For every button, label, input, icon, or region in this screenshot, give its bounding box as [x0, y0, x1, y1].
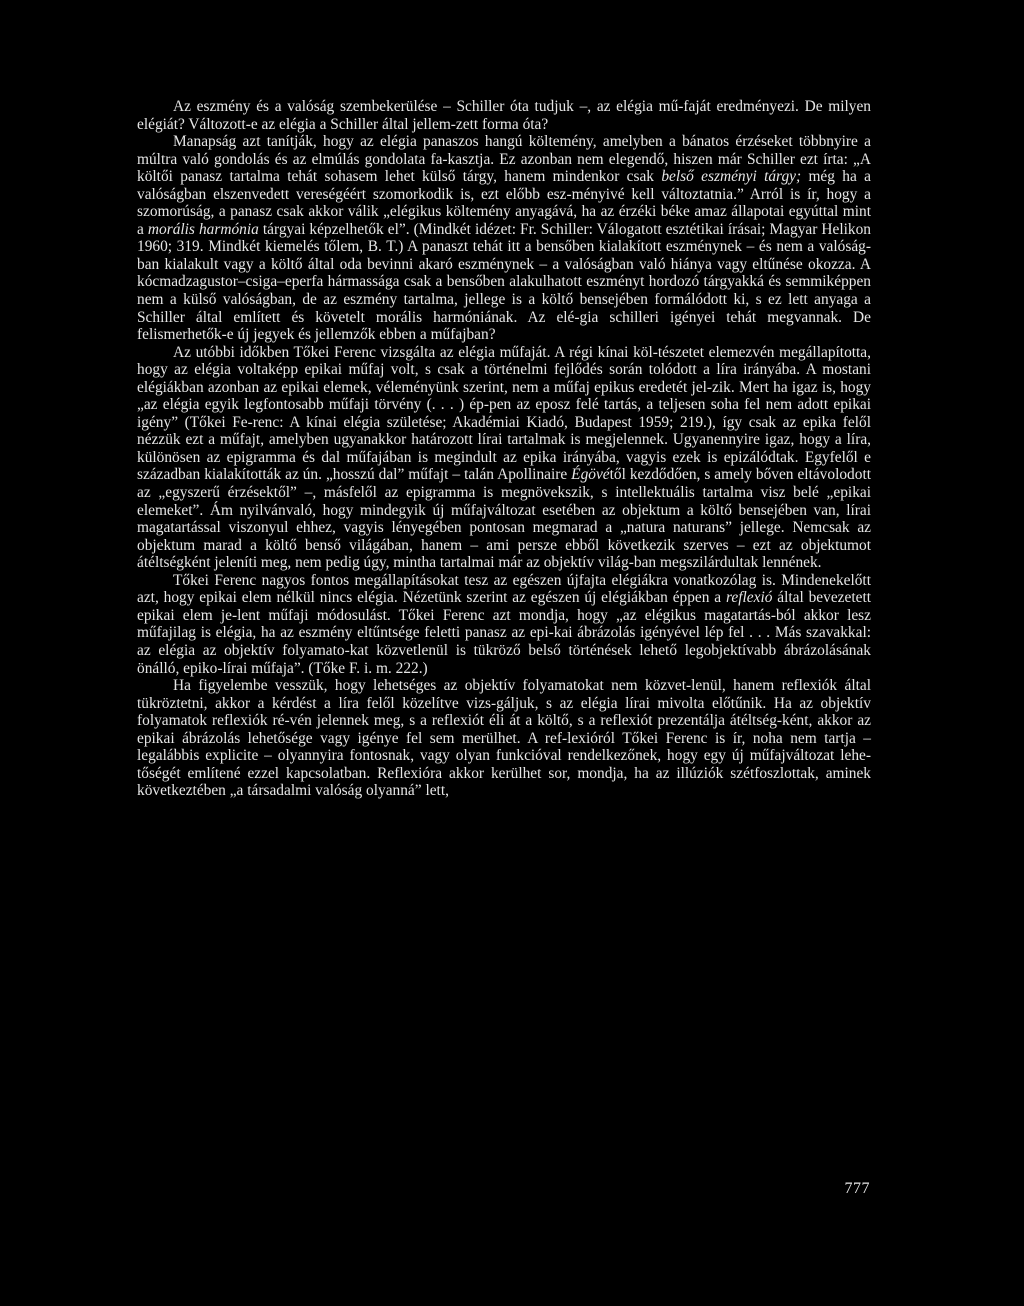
text-run: tárgyai képzelhetők el”. (Mindkét idézet: Fr. Schiller: Válogatott esztétikai írásai; Magyar Helikon 1960; 319. Mindkét kiemelés tőlem, B. T.) A panaszt tehát itt a bensőben kialakított eszménynek – és nem a valóság-ban kialakult vagy a költő által oda bevinni akaró eszménynek – a valóságban való hiánya vagy eltűnése okozza. A kócmadzagustor–csiga–eperfa hármassága csak a bensőben alakulhatott eszményt hordozó tárgyakká és semmiképpen nem a külső valóságban, de az eszmény tartalma, jellege is a költő bensejében formálódott ki, s ez lett anyaga a Schiller által említett és követelt morális harmóniának. Az elé-gia schilleri igényei tehát megvannak. De felismerhetők-e új jegyek és jellemzők ebben a műfajban? [137, 220, 871, 344]
text-run: által bevezetett epikai elem je-lent műfaji módosulást. Tőkei Ferenc azt mondja, hogy „az elégikus magatartás-ból akkor lesz műfajilag is elégia, ha az eszmény eltűntsége feletti panasz az epi-kai ábrázolás igényével lép fel . . . Más szavakkal: az elégia az objektív folyamato-kat közvetlenül is tükröző belső történések lehető legobjektívabb ábrázolásának önálló, epiko-lírai műfaja”. (Tőke F. i. m. 222.) [137, 589, 871, 677]
page-number: 777 [844, 1180, 870, 1197]
emphasized-text: reflexió [725, 589, 773, 607]
paragraph [137, 133, 871, 344]
emphasized-text: belső eszményi tárgy; [661, 168, 802, 186]
text-run: Ha figyelembe vesszük, hogy lehetséges az objektív folyamatokat nem közvet-lenül, hanem reflexiók által tükröztetni, akkor a kérdést a líra felől közelítve vizs-gáljuk, s az elégia lírai mivolta előtűnik. Ha az objektív folyamatok reflexiók ré-vén jelennek meg, s a reflexiót éli át a költő, s a reflexiót prezentálja átéltség-ként, akkor az epikai ábrázolás lehetősége vagy igénye fel sem merülhet. A ref-lexióról Tőkei Ferenc is ír, noha nem tartja – legalábbis explicite – olyannyira fontosnak, vagy olyan funkcióval rendelkezőnek, hogy egy új műfajváltozat lehe-tőségét említené ezzel kapcsolatban. Reflexióra akkor kerülhet sor, mondja, ha az illúziók szétfoszlottak, aminek következtében „a társadalmi valóság olyanná” lett, [137, 677, 871, 800]
text-run: még ha a valóságban elszenvedett vereségéért szomorkodik is, ezt előbb esz-ményivé kell változtatnia.” Arról is ír, hogy a szomorúság, a panasz csak akkor válik „elégikus költemény anyagává, ha az érzéki béke amaz állapotai egyúttal mint a [137, 168, 871, 238]
paragraph [137, 98, 871, 133]
paragraph [137, 344, 871, 572]
body-text [137, 98, 871, 800]
text-run: Manapság azt tanítják, hogy az elégia panaszos hangú költemény, amelyben a bánatos érzéseket többnyire a múltra való gondolás és az elmúlás gondolata fa-kasztja. Ez azonban nem elegendő, hiszen már Schiller ezt írta: „A költői panasz tartalma tehát sohasem lehet külső tárgy, hanem mindenkor csak [137, 133, 871, 186]
emphasized-text: Égövé [571, 466, 610, 484]
text-run: Tőkei Ferenc nagyos fontos megállapításokat tesz az egészen újfajta elégiákra vonatkozólag is. Mindenekelőtt azt, hogy epikai elem nélkül nincs elégia. Nézetünk szerint az egészen új elégiákban éppen a [137, 571, 871, 607]
paragraph [137, 572, 871, 677]
text-run: Az utóbbi időkben Tőkei Ferenc vizsgálta az elégia műfaját. A régi kínai köl-tészetet elemezvén megállapította, hogy az elégia voltaképp epikai műfaj volt, s csak a történelmi fejlődés során tolódott a líra irányába. A mostani elégiákban azonban az epikai elemek, véleményünk szerint, nem a műfaj epikus eredetét jel-zik. Mert ha igaz is, hogy „az elégia egyik legfontosabb műfaji törvény (. . . ) ép-pen az eposz felé tartás, a teljesen soha fel nem adott epikai igény” (Tőkei Fe-renc: A kínai elégia születése; Akadémiai Kiadó, Budapest 1959; 219.), így csak az epika felől nézzük ezt a műfajt, amelyben ugyanakkor határozott lírai tartalmak is megjelennek. Ugyanennyire igaz, hogy a líra, különösen az epigramma és dal műfajában is megindult az epika irányába, vagyis ezek is epizálódtak. Egyfelől e században kialakították az ún. „hosszú dal” műfajt – talán Apollinaire [137, 343, 871, 484]
text-run: től kezdődően, s amely bőven eltávolodott az „egyszerű érzésektől” –, másfelől az epigramma is megnövekszik, s intellektuális tartalma visz belé „epikai elemeket”. Ám nyilvánvaló, hogy mindegyik új műfajváltozat esetében az objektum a költő bensejében van, lírai magatartással viszonyul ehhez, vagyis lényegében pontosan megmarad a „natura naturans” jellege. Nemcsak az objektum marad a költő benső világában, hanem – ami persze ebből következik szerves – ezt az objektumot átéltségként jeleníti meg, nem pedig úgy, mintha tartalmai már az objektív világ-ban megszilárdultak lennének. [137, 466, 871, 572]
paragraph [137, 677, 871, 800]
emphasized-text: morális harmónia [147, 220, 259, 238]
text-run: Az eszmény és a valóság szembekerülése – Schiller óta tudjuk –, az elégia mű-faját eredményezi. De milyen elégiát? Változott-e az elégia a Schiller által jellem-zett forma óta? [137, 98, 871, 133]
